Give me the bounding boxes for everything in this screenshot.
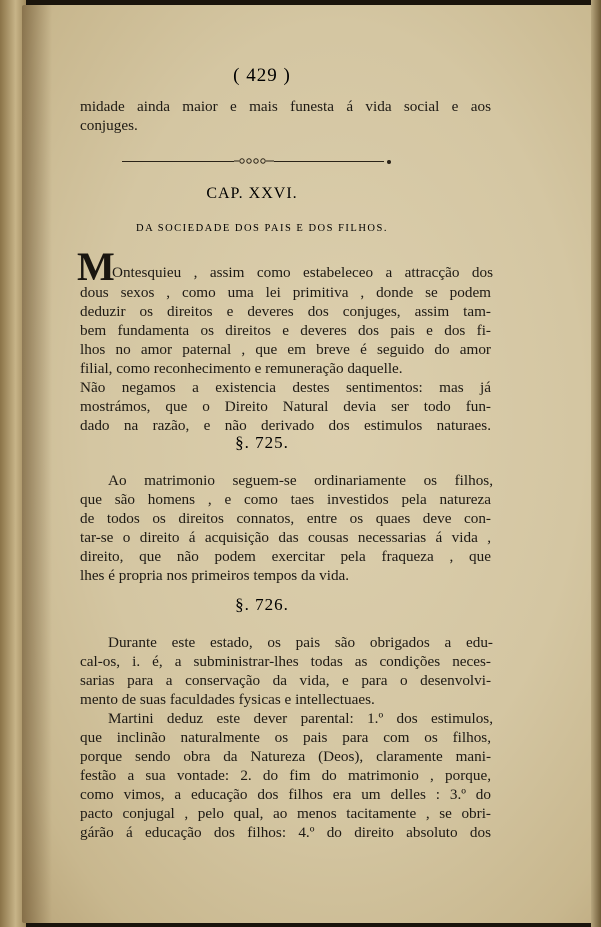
paragraph-line: como vimos, a educação dos filhos era um delles : 3.º do [80,786,491,803]
book-page [22,5,594,923]
page-right-edge [591,0,601,927]
paragraph-line: festão a sua vontade: 2. do fim do matrimonio , porque, [80,767,491,784]
paragraph-line: pacto conjugal , pelo qual, ao menos tacitamente , se obri- [80,805,491,822]
paragraph-line: tar-se o direito á acquisição das cousas necessarias á vida , [80,529,491,546]
drop-cap: M [77,244,115,289]
page-number: ( 429 ) [233,65,291,86]
paragraph-line: lhes é propria nos primeiros tempos da vida. [80,567,350,584]
paragraph-line: que são homens , e como taes investidos pela natureza [80,491,491,508]
paragraph-line: dado na razão, e não derivado dos estimulos naturaes. [80,417,491,434]
section-heading-726: §. 726. [235,595,289,614]
section-heading-725: §. 725. [235,433,289,452]
chapter-title: CAP. XXVI. [206,185,298,202]
paragraph-line: mento de suas faculdades fysicas e intellectuaes. [80,691,375,708]
paragraph-line: cal-os, i. é, a subministrar-lhes todas as condições neces- [80,653,491,670]
paragraph-line: sarias para a conservação da vida, e para o desenvolvi- [80,672,491,689]
paragraph-line: porque sendo obra da Natureza (Deos), claramente mani- [80,748,491,765]
paragraph-line: mostrámos, que o Direito Natural devia ser todo fun- [80,398,491,415]
section-ornament [122,155,384,167]
continuation-line: midade ainda maior e mais funesta á vida social e aos [80,98,491,115]
paragraph-line: Durante este estado, os pais são obrigados a edu- [108,634,493,651]
paragraph-line: dous sexos , como uma lei primitiva , donde se podem [80,284,491,301]
paragraph-line: que inclinão naturalmente os pais para com os filhos, [80,729,491,746]
paragraph-line: direito, que não podem exercitar pela fraqueza , que [80,548,491,565]
paragraph-line: Ontesquieu , assim como estabeleceo a attracção dos [112,264,493,281]
paragraph-line: filial, como reconhecimento e remuneração daquelle. [80,360,403,377]
continuation-line: conjuges. [80,117,138,134]
ink-speck [387,160,391,164]
paragraph-line: Não negamos a existencia destes sentimentos: mas já [80,379,491,396]
paragraph-line: bem fundamenta os direitos e deveres dos pais e dos fi- [80,322,491,339]
paragraph-line: gárão á educação dos filhos: 4.º do direito absoluto dos [80,824,491,841]
paragraph-line: Martini deduz este dever parental: 1.º dos estimulos, [108,710,493,727]
paragraph-line: de todos os direitos connatos, entre os quaes deve con- [80,510,491,527]
paragraph-line: deduzir os direitos e deveres dos conjuges, assim tam- [80,303,491,320]
paragraph-line: Ao matrimonio seguem-se ordinariamente os filhos, [108,472,493,489]
chapter-subtitle: DA SOCIEDADE DOS PAIS E DOS FILHOS. [136,223,388,234]
paragraph-line: lhos no amor paternal , que em breve é seguido do amor [80,341,491,358]
